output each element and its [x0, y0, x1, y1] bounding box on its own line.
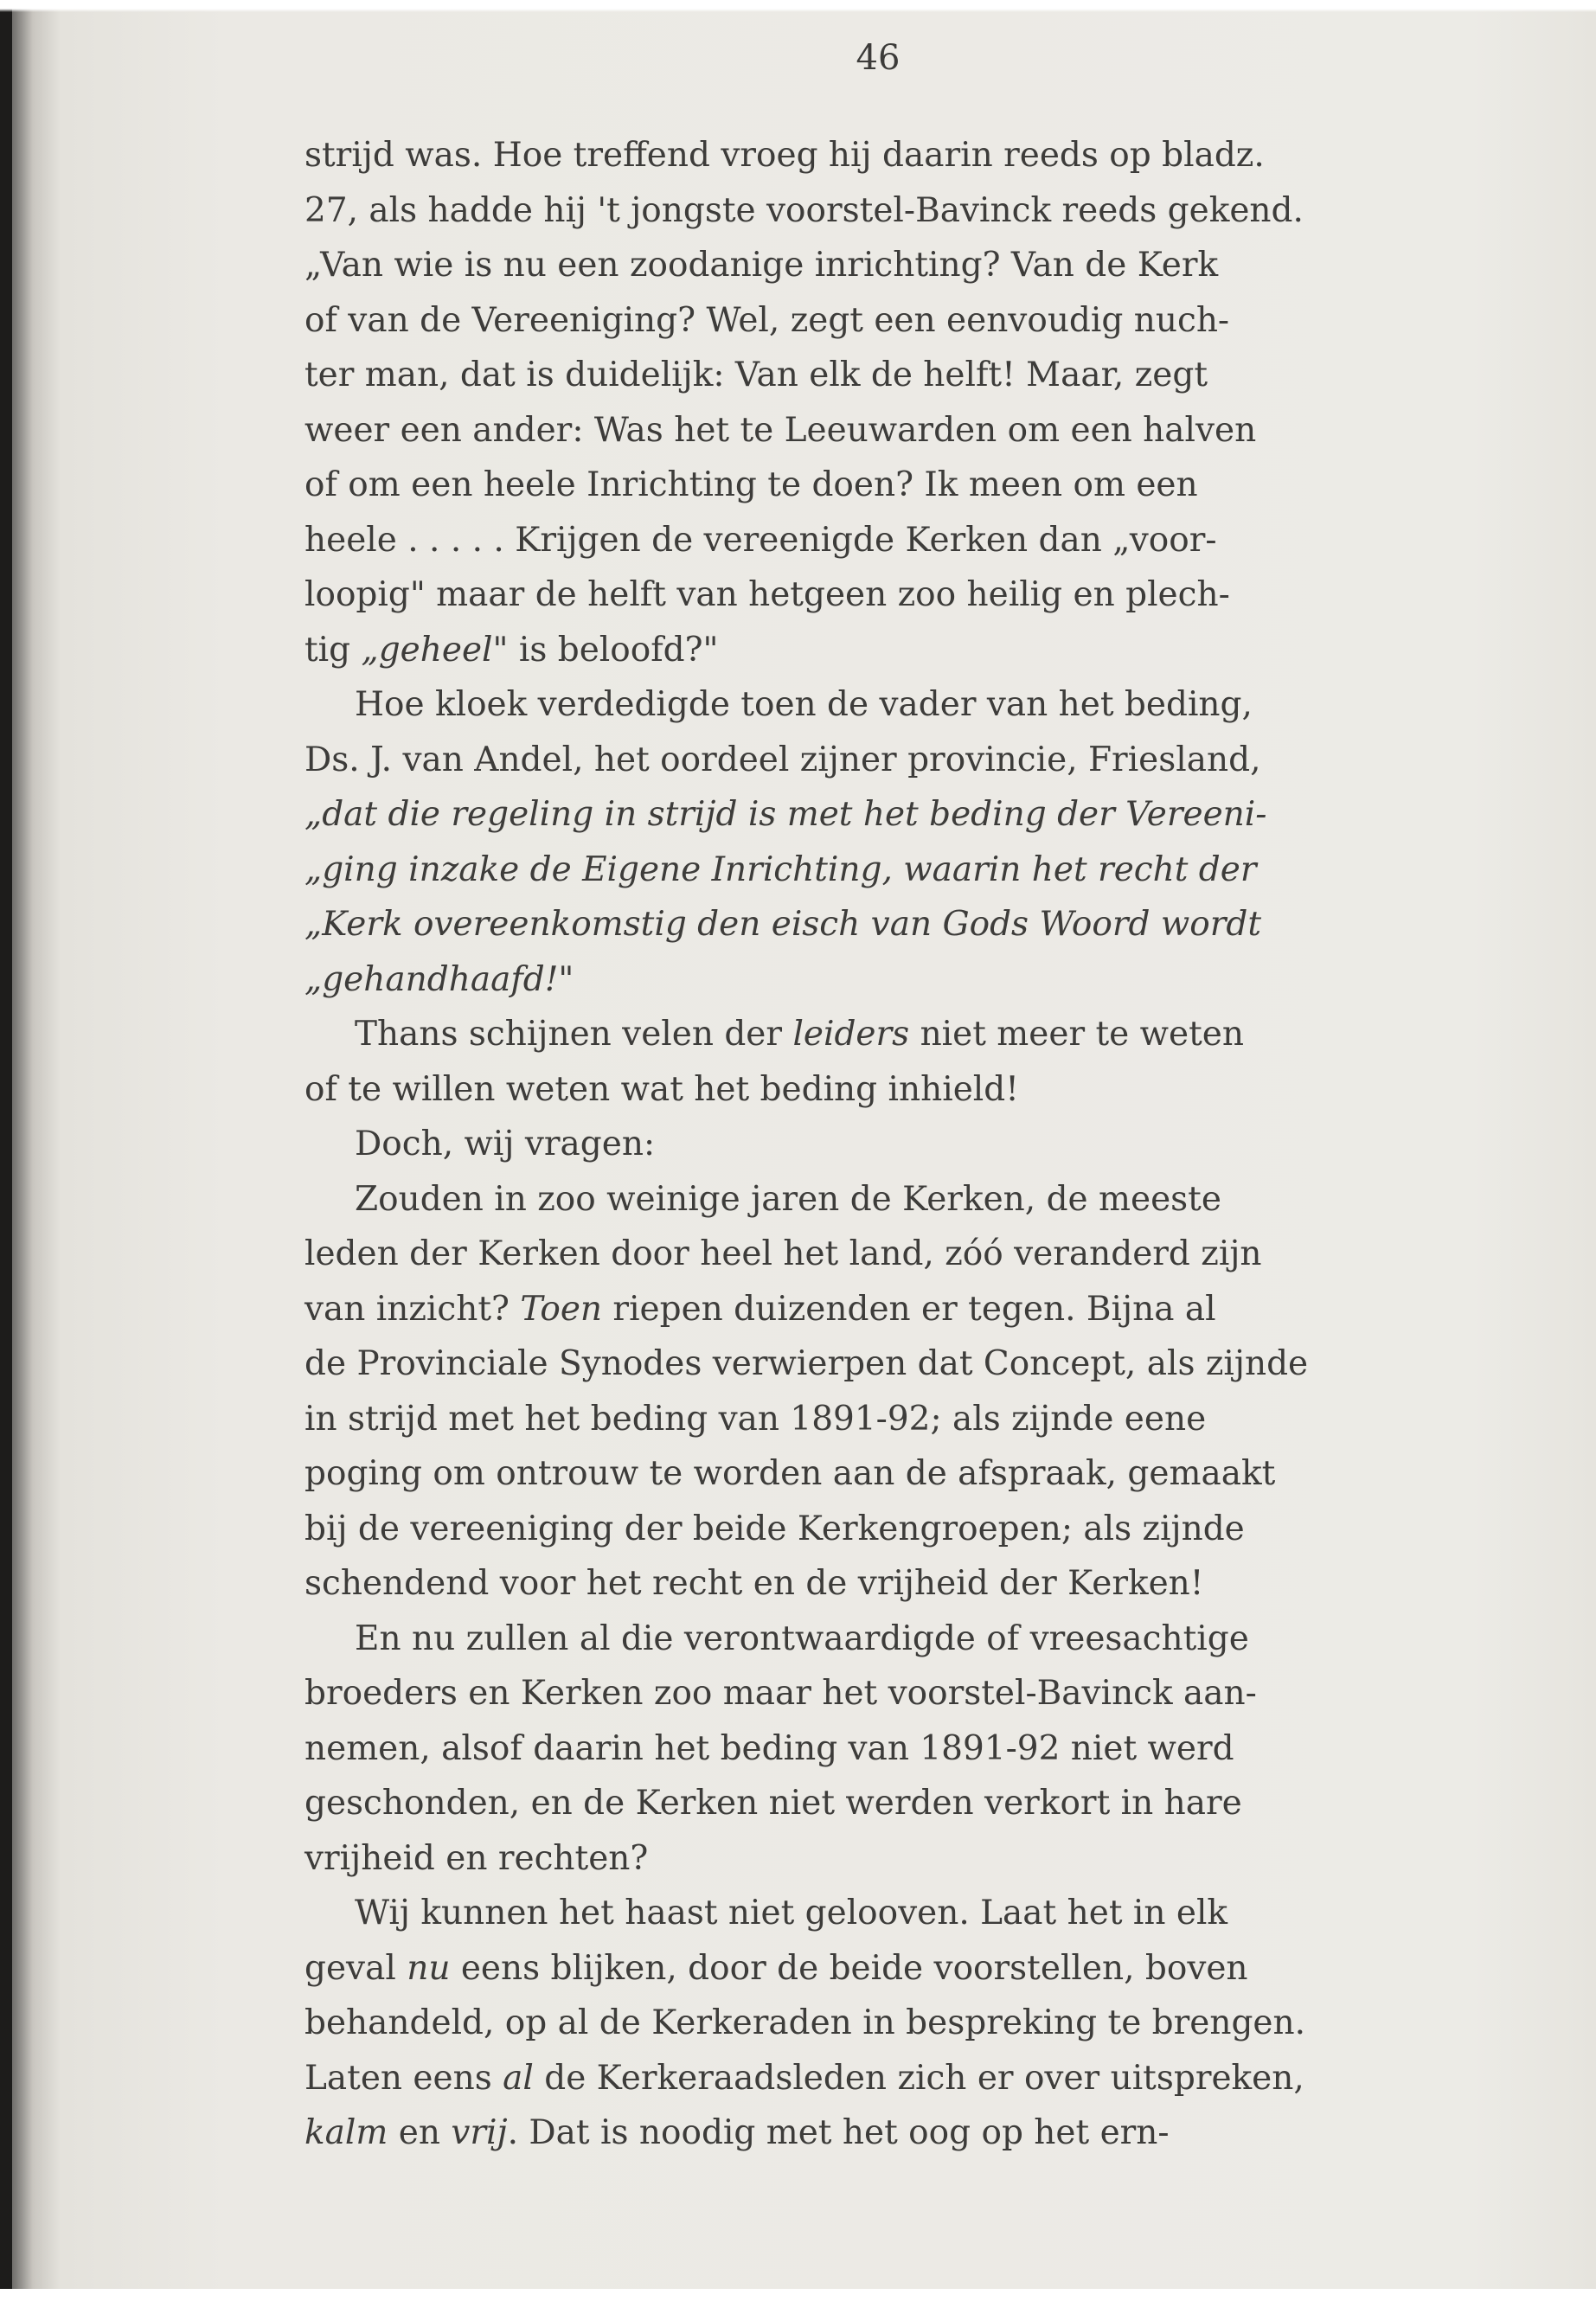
text-line [304, 952, 1429, 1008]
text-run: eens blijken, door de beide voorstellen, boven [450, 1948, 1248, 1988]
text-line: 27, als hadde hij 't jongste voorstel-Bavinck reeds gekend. [304, 190, 1304, 230]
text-line [304, 2106, 1429, 2161]
text-line: leden der Kerken door heel het land, zóó veranderd zijn [304, 1234, 1262, 1273]
text-line: schendend voor het recht en de vrijheid der Kerken! [304, 1564, 1204, 1603]
text-run: geval [304, 1948, 407, 1988]
text-line: of van de Vereeniging? Wel, zegt een eenvoudig nuch- [304, 300, 1230, 340]
italic-run: vrij [451, 2113, 508, 2152]
paragraph-start [304, 1007, 1429, 1062]
text-run: Thans schijnen velen der [355, 1015, 793, 1054]
italic-run: „geheel" [361, 630, 509, 670]
text-line: de Provinciale Synodes verwierpen dat Concept, als zijnde [304, 1344, 1309, 1383]
italic-run: Toen [520, 1289, 603, 1329]
text-line: geschonden, en de Kerken niet werden verkort in hare [304, 1784, 1242, 1823]
italic-run: „dat die regeling in strijd is met het beding der Vereeni- [304, 795, 1267, 834]
text-line: in strijd met het beding van 1891-92; als zijnde eene [304, 1399, 1207, 1439]
text-line: poging om ontrouw te worden aan de afspraak, gemaakt [304, 1454, 1276, 1493]
text-run: en [388, 2113, 452, 2152]
text-line [304, 2051, 1429, 2106]
italic-run: „gehandhaafd!" [304, 959, 574, 999]
text-run: de Kerkeraadsleden zich er over uitspreken, [533, 2058, 1304, 2098]
text-run: riepen duizenden er tegen. Bijna al [602, 1289, 1216, 1329]
italic-run: al [503, 2058, 534, 2098]
text-line [304, 1282, 1429, 1337]
text-line: heele . . . . . Krijgen de vereenigde Kerken dan „voor- [304, 520, 1217, 560]
text-line: Ds. J. van Andel, het oordeel zijner provincie, Friesland, [304, 740, 1261, 779]
page-number: 46 [856, 38, 901, 78]
text-line [304, 897, 1429, 952]
text-run: Laten eens [304, 2058, 503, 2098]
text-line: strijd was. Hoe treffend vroeg hij daarin reeds op bladz. [304, 136, 1265, 175]
paragraph-start: Wij kunnen het haast niet gelooven. Laat het in elk [355, 1894, 1228, 1932]
text-run: . Dat is noodig met het oog op het ern- [507, 2113, 1170, 2152]
text-line [304, 623, 1429, 678]
paragraph-start: Hoe kloek verdedigde toen de vader van het beding, [355, 685, 1253, 724]
text-line: ter man, dat is duidelijk: Van elk de helft! Maar, zegt [304, 356, 1208, 394]
body-text [304, 128, 1429, 2161]
text-run: niet meer te weten [909, 1015, 1244, 1054]
italic-run: kalm [304, 2113, 388, 2152]
text-line: broeders en Kerken zoo maar het voorstel-Bavinck aan- [304, 1674, 1257, 1713]
page-bottom-edge [0, 2289, 1596, 2301]
italic-run: „ging inzake de Eigene Inrichting, waarin het recht der [304, 849, 1257, 889]
text-line: „Van wie is nu een zoodanige inrichting? Van de Kerk [304, 246, 1219, 285]
text-run: is beloofd?" [508, 630, 719, 670]
italic-run: leiders [792, 1015, 910, 1054]
paragraph-start: Doch, wij vragen: [355, 1125, 656, 1163]
text-run: tig [304, 630, 362, 670]
italic-run: nu [407, 1948, 451, 1988]
text-line: nemen, alsof daarin het beding van 1891-92 niet werd [304, 1728, 1234, 1768]
text-line: bij de vereeniging der beide Kerkengroepen; als zijnde [304, 1509, 1245, 1548]
paragraph-start: En nu zullen al die verontwaardigde of vreesachtige [355, 1618, 1249, 1658]
text-line: vrijheid en rechten? [304, 1838, 649, 1878]
paragraph-start: Zouden in zoo weinige jaren de Kerken, de meeste [355, 1179, 1221, 1219]
italic-run: „Kerk overeenkomstig den eisch van Gods Woord wordt [304, 905, 1262, 944]
text-line [304, 1941, 1429, 1997]
text-line: of te willen weten wat het beding inhield! [304, 1069, 1019, 1109]
text-run: van inzicht? [304, 1289, 521, 1329]
text-line [304, 843, 1429, 898]
text-line [304, 787, 1429, 843]
text-line: of om een heele Inrichting te doen? Ik meen om een [304, 465, 1198, 504]
text-line: weer een ander: Was het te Leeuwarden om een halven [304, 410, 1257, 450]
text-line: behandeld, op al de Kerkeraden in bespreking te brengen. [304, 2003, 1306, 2042]
text-line: loopig" maar de helft van hetgeen zoo heilig en plech- [304, 575, 1230, 614]
